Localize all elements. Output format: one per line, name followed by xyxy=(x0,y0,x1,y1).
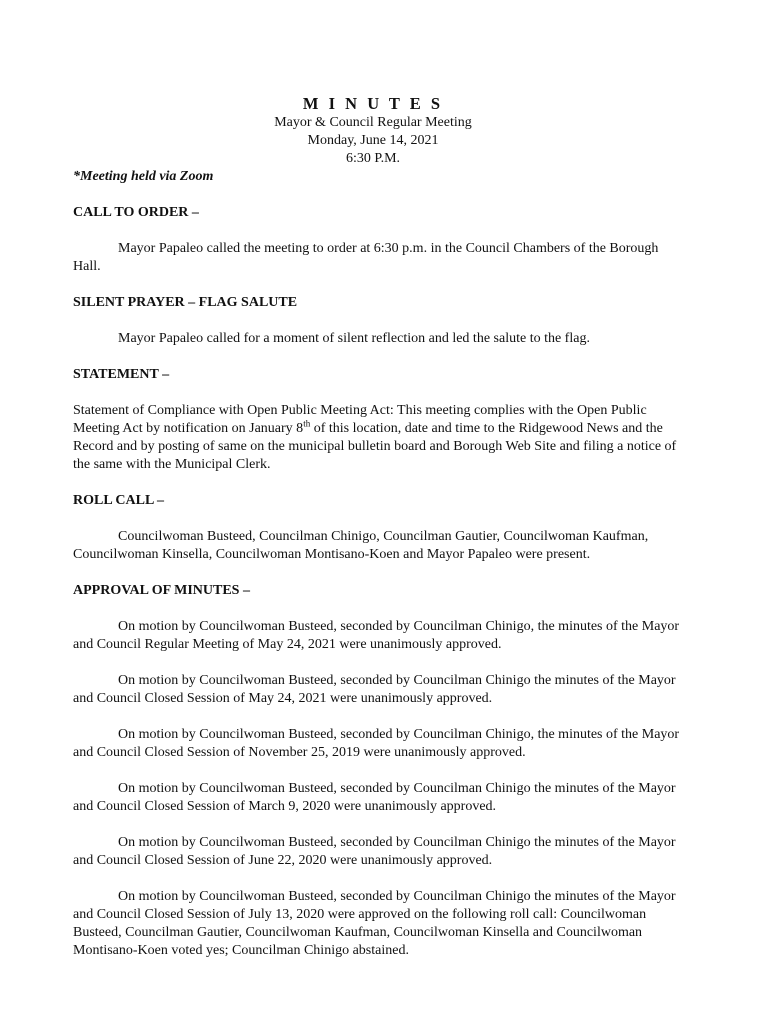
meeting-date: Monday, June 14, 2021 xyxy=(307,133,439,148)
statement-superscript: th xyxy=(303,418,311,429)
approval-paragraph: On motion by Councilwoman Busteed, seconded by Councilman Chinigo the minutes of the Mayor and Council Closed Session of June 22, 2020 were unanimously approved. xyxy=(73,835,676,868)
document-header xyxy=(0,93,746,168)
roll-call-heading: ROLL CALL – xyxy=(73,493,165,508)
approval-paragraph: On motion by Councilwoman Busteed, seconded by Councilman Chinigo the minutes of the Mayor and Council Closed Session of July 13, 2020 were approved on the following roll call: Councilwoman Busteed, Councilman Gautier, Councilwoman Kaufman, Councilwoman Kinsella and Councilwoman Montisano-Koen voted yes; Councilman Chinigo abstained. xyxy=(73,889,676,958)
silent-prayer-text: Mayor Papaleo called for a moment of silent reflection and led the salute to the flag. xyxy=(118,331,590,346)
approval-heading: APPROVAL OF MINUTES – xyxy=(73,583,250,598)
call-to-order-heading: CALL TO ORDER – xyxy=(73,205,199,220)
meeting-time: 6:30 P.M. xyxy=(345,151,401,166)
approval-paragraph: On motion by Councilwoman Busteed, seconded by Councilman Chinigo the minutes of the Mayor and Council Closed Session of March 9, 2020 were unanimously approved. xyxy=(73,781,676,814)
document-body xyxy=(73,168,683,978)
roll-call-text: Councilwoman Busteed, Councilman Chinigo, Councilman Gautier, Councilwoman Kaufman, Councilwoman Kinsella, Councilwoman Montisano-Koen and Mayor Papaleo were present. xyxy=(73,529,649,562)
document-title: M I N U T E S xyxy=(302,94,444,113)
statement-heading: STATEMENT – xyxy=(73,367,170,382)
zoom-note: *Meeting held via Zoom xyxy=(73,169,214,184)
silent-prayer-heading: SILENT PRAYER – FLAG SALUTE xyxy=(73,295,298,310)
approval-paragraph: On motion by Councilwoman Busteed, seconded by Councilman Chinigo, the minutes of the Mayor and Council Regular Meeting of May 24, 2021 were unanimously approved. xyxy=(73,619,680,652)
statement-text-part1: Statement of Compliance with Open Public Meeting Act: This meeting complies with the Open Public Meeting Act by notification on January 8 xyxy=(73,403,647,436)
meeting-name: Mayor & Council Regular Meeting xyxy=(274,115,472,130)
approval-paragraph: On motion by Councilwoman Busteed, seconded by Councilman Chinigo the minutes of the Mayor and Council Closed Session of May 24, 2021 were unanimously approved. xyxy=(73,673,676,706)
statement-text xyxy=(73,402,683,474)
statement-text-part2: of this location, date and time to the Ridgewood News and the Record and by posting of same on the municipal bulletin board and Borough Web Site and filing a notice of the same with the Municipal Clerk. xyxy=(73,421,677,472)
approval-paragraph: On motion by Councilwoman Busteed, seconded by Councilman Chinigo, the minutes of the Mayor and Council Closed Session of November 25, 2019 were unanimously approved. xyxy=(73,727,680,760)
call-to-order-text: Mayor Papaleo called the meeting to order at 6:30 p.m. in the Council Chambers of the Borough Hall. xyxy=(73,241,659,274)
